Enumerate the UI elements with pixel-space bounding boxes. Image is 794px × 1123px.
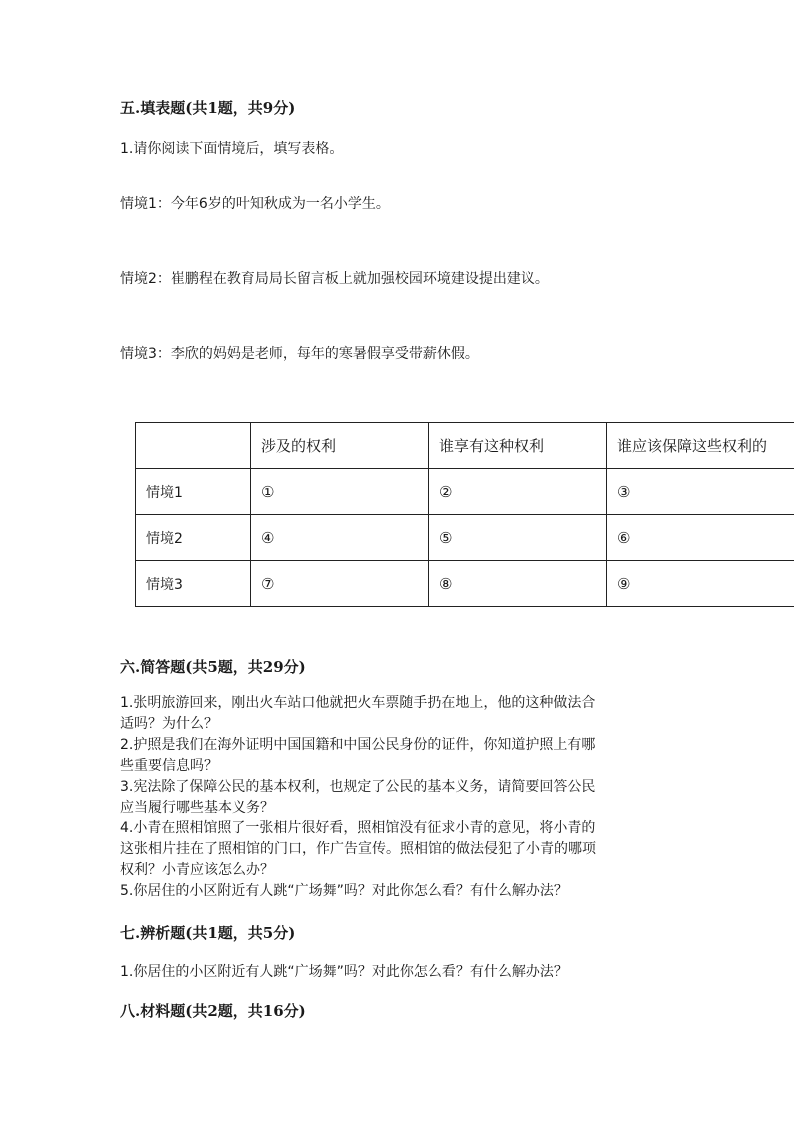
section-7-heading: 七.辨析题(共1题，共5分) [120,924,296,942]
table-header-cell [136,423,251,469]
table-cell: ⑥ [607,515,794,561]
table-row [136,469,794,515]
scenario-2: 情境2：崔鹏程在教育局局长留言板上就加强校园环境建设提出建议。 [120,271,549,287]
table-header-cell: 谁应该保障这些权利的 [607,423,794,469]
question-line: 5.你居住的小区附近有人跳“广场舞”吗？对此你怎么看？有什么解办法？ [120,883,568,900]
section-5-heading: 五.填表题(共1题，共9分) [120,99,296,117]
rights-table [135,422,794,607]
table-row-label: 情境2 [136,515,251,561]
table-cell: ⑨ [607,561,794,607]
question-line: 1.张明旅游回来，刚出火车站口他就把火车票随手扔在地上，他的这种做法合 [120,695,596,711]
question-line: 适吗？为什么？ [120,715,218,732]
question-line: 些重要信息吗？ [120,757,218,774]
table-cell: ⑦ [251,561,429,607]
question-line: 4.小青在照相馆照了一张相片很好看，照相馆没有征求小青的意见，将小青的 [120,820,596,837]
table-header-row [136,423,794,469]
table-row [136,561,794,607]
table-row-label: 情境1 [136,469,251,515]
table-cell: ⑤ [429,515,607,561]
table-row-label: 情境3 [136,561,251,607]
question-line: 权利？小青应该怎么办？ [120,862,274,879]
section-6-heading: 六.简答题(共5题，共29分) [120,658,306,676]
table-cell: ③ [607,469,794,515]
section-8-heading: 八.材料题(共2题，共16分) [120,1002,306,1020]
section-7-question: 1.你居住的小区附近有人跳“广场舞”吗？对此你怎么看？有什么解办法？ [120,964,568,980]
short-answer-questions [120,693,680,902]
table-cell: ⑧ [429,561,607,607]
question-line: 2.护照是我们在海外证明中国国籍和中国公民身份的证件，你知道护照上有哪 [120,736,596,753]
table-header-cell: 谁享有这种权利 [429,423,607,469]
table-row [136,515,794,561]
table-cell: ① [251,469,429,515]
section-5-intro: 1.请你阅读下面情境后，填写表格。 [120,141,344,157]
question-line: 这张相片挂在了照相馆的门口，作广告宣传。照相馆的做法侵犯了小青的哪项 [120,841,596,858]
scenario-3: 情境3：李欣的妈妈是老师，每年的寒暑假享受带薪休假。 [120,346,479,362]
scenario-1: 情境1：今年6岁的叶知秋成为一名小学生。 [120,196,390,212]
question-line: 3.宪法除了保障公民的基本权利，也规定了公民的基本义务，请简要回答公民 [120,778,596,795]
table-cell: ④ [251,515,429,561]
table-header-cell: 涉及的权利 [251,423,429,469]
table-cell: ② [429,469,607,515]
question-line: 应当履行哪些基本义务？ [120,799,274,816]
